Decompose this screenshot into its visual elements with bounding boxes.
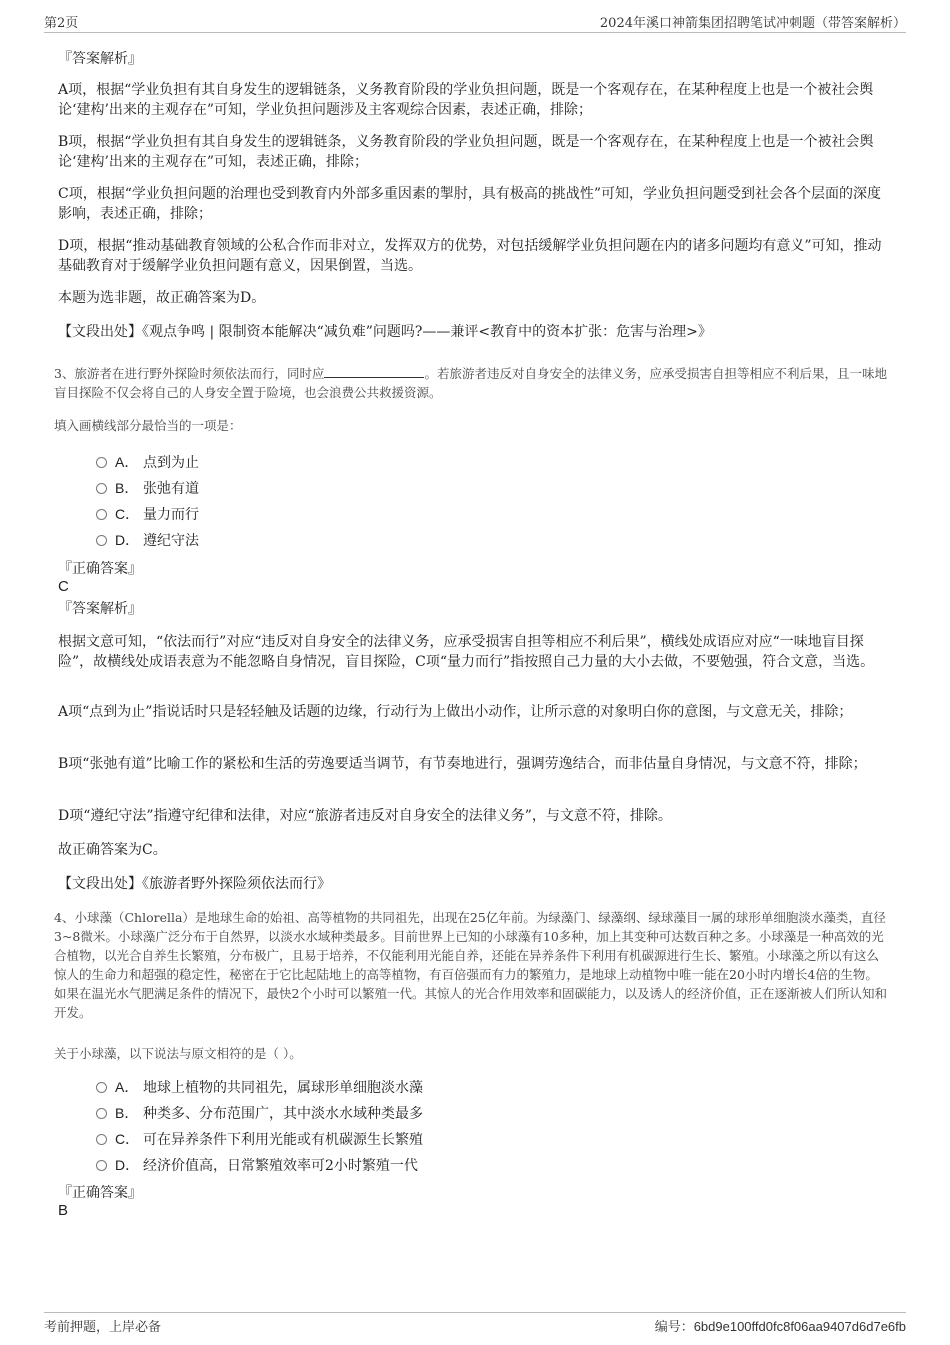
radio-icon[interactable] (96, 483, 107, 494)
option-text: 点到为止 (143, 455, 199, 471)
q3-answer: C (58, 578, 69, 595)
answer-blank (324, 365, 424, 378)
q3-explanation-b: B项“张弛有道”比喻工作的紧松和生活的劳逸要适当调节，有节奏地进行，强调劳逸结合，而非估量自身情况，与文意不符，排除； (58, 756, 867, 772)
option-key: B． (115, 480, 139, 496)
q4-answer-label: 『正确答案』 (58, 1185, 142, 1201)
q3-stem-post: 。若旅游者违反对自身安全的法律义务，应承受损害自担等相应不利后果，且一味地盲目探险不仅会将自己的人身安全置于险境，也会浪费公共救援资源。 (54, 366, 887, 400)
q3-option-a[interactable] (96, 453, 199, 472)
q3-option-c[interactable] (96, 505, 199, 524)
q2-analysis-label: 『答案解析』 (58, 51, 142, 67)
option-key: C． (115, 506, 140, 522)
radio-icon[interactable] (96, 509, 107, 520)
option-text: 地球上植物的共同祖先，属球形单细胞淡水藻 (143, 1080, 423, 1096)
q2-analysis-d: D项，根据“推动基础教育领域的公私合作而非对立，发挥双方的优势，对包括缓解学业负担问题在内的诸多问题均有意义”可知，推动基础教育对于缓解学业负担问题有意义，因果倒置，当选。 (58, 238, 882, 274)
option-text: 量力而行 (143, 507, 199, 523)
option-text: 张弛有道 (143, 481, 199, 497)
radio-icon[interactable] (96, 457, 107, 468)
q3-stem (54, 364, 890, 402)
page-number: 第2页 (44, 16, 79, 31)
q3-explanation-main: 根据文意可知，“依法而行”对应“违反对自身安全的法律义务，应承受损害自担等相应不利后果”，横线处成语应对应“一味地盲目探险”，故横线处成语表意为不能忽略自身情况，盲目探险，C项“量力而行”指按照自己力量的大小去做，不要勉强，符合文意，当选。 (58, 634, 875, 670)
option-key: A． (115, 1079, 139, 1095)
radio-icon[interactable] (96, 1160, 107, 1171)
option-text: 遵纪守法 (143, 533, 199, 549)
option-text: 经济价值高，日常繁殖效率可2小时繁殖一代 (143, 1158, 418, 1174)
option-text: 可在异养条件下利用光能或有机碳源生长繁殖 (143, 1132, 423, 1148)
q3-answer-label: 『正确答案』 (58, 561, 142, 577)
radio-icon[interactable] (96, 1134, 107, 1145)
page-footer (44, 1312, 906, 1335)
q4-option-d[interactable] (96, 1156, 418, 1175)
option-key: B． (115, 1105, 139, 1121)
option-key: A． (115, 454, 139, 470)
q3-stem-pre: 3、旅游者在进行野外探险时须依法而行，同时应 (54, 366, 325, 381)
q2-analysis-c: C项，根据“学业负担问题的治理也受到教育内外部多重因素的掣肘，具有极高的挑战性”可知，学业负担问题受到社会各个层面的深度影响，表述正确，排除； (58, 186, 882, 222)
q2-conclusion: 本题为选非题，故正确答案为D。 (58, 290, 266, 306)
radio-icon[interactable] (96, 1108, 107, 1119)
q4-stem: 4、小球藻（Chlorella）是地球生命的始祖、高等植物的共同祖先，出现在25亿年前。为绿藻门、绿藻纲、绿球藻目一属的球形单细胞淡水藻类，直径3~8微米。小球藻广泛分布于自然界，以淡水水域种类最多。目前世界上已知的小球藻有10多种，加上其变种可达数百种之多。小球藻是一种高效的光合植物，以光合自养生长繁殖，分布极广，且易于培养，不仅能利用光能自养，还能在异养条件下利用有机碳源进行生长、繁殖。小球藻之所以有这么惊人的生命力和超强的稳定性，秘密在于它比起陆地上的高等植物，有百倍强而有力的繁殖力，是地球上动植物中唯一能在20小时内增长4倍的生物。如果在温光水气肥满足条件的情况下，最快2个小时可以繁殖一代。其惊人的光合作用效率和固碳能力，以及诱人的经济价值，正在逐渐被人们所认知和开发。 (54, 910, 887, 1020)
q3-option-d[interactable] (96, 531, 199, 550)
q4-option-a[interactable] (96, 1078, 423, 1097)
q4-option-b[interactable] (96, 1104, 423, 1123)
radio-icon[interactable] (96, 535, 107, 546)
q3-prompt: 填入画横线部分最恰当的一项是： (54, 418, 242, 433)
footer-slogan: 考前押题，上岸必备 (44, 1320, 162, 1335)
q3-explanation-d: D项“遵纪守法”指遵守纪律和法律，对应“旅游者违反对自身安全的法律义务”，与文意不符，排除。 (58, 808, 672, 824)
q4-option-c[interactable] (96, 1130, 423, 1149)
option-key: C． (115, 1131, 140, 1147)
q3-source: 【文段出处】《旅游者野外探险须依法而行》 (58, 876, 331, 892)
option-text: 种类多、分布范围广，其中淡水水域种类最多 (143, 1106, 423, 1122)
document-title: 2024年溪口神箭集团招聘笔试冲刺题（带答案解析） (599, 16, 906, 31)
q3-explanation-a: A项“点到为止”指说话时只是轻轻触及话题的边缘，行动行为上做出小动作，让所示意的对象明白你的意图，与文意无关，排除； (58, 704, 853, 720)
page-header (44, 12, 906, 33)
q3-conclusion: 故正确答案为C。 (58, 842, 167, 858)
q2-source: 【文段出处】《观点争鸣 | 限制资本能解决“减负难”问题吗?——兼评<教育中的资本扩张：危害与治理>》 (58, 324, 712, 340)
q3-analysis-label: 『答案解析』 (58, 601, 142, 617)
option-key: D． (115, 1157, 140, 1173)
q4-answer: B (58, 1202, 69, 1219)
radio-icon[interactable] (96, 1082, 107, 1093)
q4-prompt: 关于小球藻，以下说法与原文相符的是（ ）。 (54, 1046, 302, 1061)
document-code: 编号：6bd9e100ffd0fc8f06aa9407d6d7e6fb (654, 1319, 906, 1334)
q2-analysis-a: A项，根据“学业负担有其自身发生的逻辑链条，义务教育阶段的学业负担问题，既是一个客观存在，在某种程度上也是一个被社会舆论‘建构’出来的主观存在”可知，学业负担问题涉及主客观综合因素，表述正确，排除； (58, 82, 874, 118)
option-key: D． (115, 532, 140, 548)
q2-analysis-b: B项，根据“学业负担有其自身发生的逻辑链条，义务教育阶段的学业负担问题，既是一个客观存在，在某种程度上也是一个被社会舆论‘建构’出来的主观存在”可知，表述正确，排除； (58, 134, 874, 170)
q3-option-b[interactable] (96, 479, 199, 498)
